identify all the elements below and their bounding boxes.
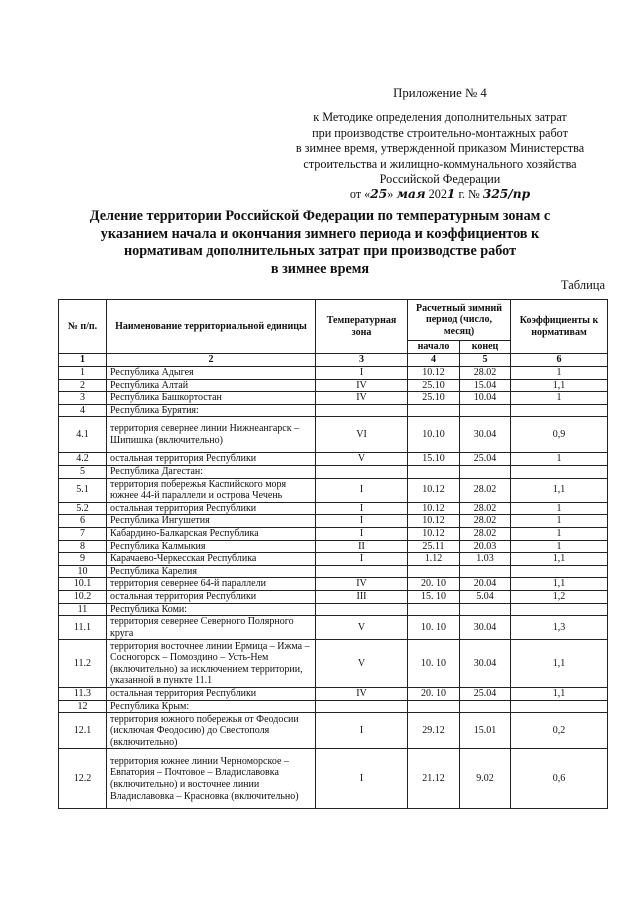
cell-start: 25.10 — [408, 392, 460, 405]
cell-start: 10.12 — [408, 478, 460, 502]
cell-name: Республика Бурятия: — [107, 404, 316, 417]
cell-start — [408, 700, 460, 713]
cell-name: Республика Алтай — [107, 379, 316, 392]
title-line: Деление территории Российской Федерации по температурным зонам с — [89, 208, 551, 224]
cell-coef — [511, 465, 608, 478]
cell-start — [408, 465, 460, 478]
header-start: начало — [408, 341, 460, 354]
cell-start: 29.12 — [408, 713, 460, 749]
zones-table — [58, 299, 608, 809]
order-date-line: от «25» мая 2021 г. № 325/пр — [349, 187, 531, 202]
cell-end — [460, 404, 511, 417]
cell-coef: 1 — [511, 515, 608, 528]
table-row — [59, 578, 608, 591]
table-row — [59, 688, 608, 701]
cell-end: 30.04 — [460, 640, 511, 688]
cell-zone: VI — [316, 417, 408, 453]
cell-name: территория южнее линии Черноморское – Евпатория – Почтовое – Владиславовка (включительно) и восточнее линии Владиславовка – Красновка (включительно) — [107, 749, 316, 809]
cell-zone: IV — [316, 578, 408, 591]
col-number: 5 — [460, 354, 511, 367]
cell-zone: V — [316, 640, 408, 688]
cell-num: 4 — [59, 404, 107, 417]
cell-num: 4.1 — [59, 417, 107, 453]
cell-zone: IV — [316, 379, 408, 392]
table-row — [59, 478, 608, 502]
cell-end — [460, 565, 511, 578]
table-row — [59, 713, 608, 749]
cell-num: 11.3 — [59, 688, 107, 701]
cell-coef: 1,1 — [511, 688, 608, 701]
table-row — [59, 527, 608, 540]
appendix-line: при производстве строительно-монтажных работ — [312, 125, 568, 140]
cell-zone: I — [316, 713, 408, 749]
handwritten-order-number: 325/пр — [482, 187, 531, 202]
cell-zone — [316, 404, 408, 417]
document-title — [40, 208, 600, 278]
cell-end: 28.02 — [460, 527, 511, 540]
cell-num: 10.2 — [59, 590, 107, 603]
cell-start: 15.10 — [408, 453, 460, 466]
cell-name: Республика Адыгея — [107, 367, 316, 380]
cell-coef — [511, 565, 608, 578]
cell-name: Республика Ингушетия — [107, 515, 316, 528]
cell-start: 10.12 — [408, 515, 460, 528]
cell-zone: I — [316, 553, 408, 566]
cell-end: 25.04 — [460, 688, 511, 701]
table-row — [59, 640, 608, 688]
cell-end: 10.04 — [460, 392, 511, 405]
cell-end: 5.04 — [460, 590, 511, 603]
cell-end: 28.02 — [460, 478, 511, 502]
handwritten-year-digit: 1 — [446, 187, 456, 202]
cell-num: 1 — [59, 367, 107, 380]
table-row — [59, 590, 608, 603]
handwritten-day: 25 — [370, 187, 388, 202]
cell-zone: I — [316, 367, 408, 380]
appendix-line: строительства и жилищно-коммунального хозяйства — [303, 156, 577, 171]
appendix-line: в зимнее время, утвержденной приказом Министерства — [295, 141, 585, 156]
cell-num: 5.1 — [59, 478, 107, 502]
cell-end: 20.03 — [460, 540, 511, 553]
table-row — [59, 565, 608, 578]
appendix-line: Приложение № 4 — [393, 86, 487, 100]
cell-end: 20.04 — [460, 578, 511, 591]
cell-end: 1.03 — [460, 553, 511, 566]
cell-zone — [316, 603, 408, 616]
cell-num: 10.1 — [59, 578, 107, 591]
cell-zone — [316, 565, 408, 578]
cell-name: территория севернее Северного Полярного круга — [107, 616, 316, 640]
cell-start — [408, 603, 460, 616]
cell-num: 11.1 — [59, 616, 107, 640]
table-row — [59, 553, 608, 566]
col-number: 1 — [59, 354, 107, 367]
header-name: Наименование территориальной единицы — [107, 300, 316, 354]
cell-zone — [316, 700, 408, 713]
cell-name: Карачаево-Черкесская Республика — [107, 553, 316, 566]
cell-end: 28.02 — [460, 502, 511, 515]
cell-zone: I — [316, 515, 408, 528]
cell-coef: 1,2 — [511, 590, 608, 603]
table-row — [59, 502, 608, 515]
cell-zone: I — [316, 749, 408, 809]
cell-end: 30.04 — [460, 616, 511, 640]
cell-zone: I — [316, 502, 408, 515]
cell-end — [460, 700, 511, 713]
title-line: указанием начала и окончания зимнего периода и коэффициентов к — [100, 225, 540, 242]
cell-name: Республика Калмыкия — [107, 540, 316, 553]
cell-start: 21.12 — [408, 749, 460, 809]
cell-zone: II — [316, 540, 408, 553]
table-row — [59, 603, 608, 616]
cell-coef: 1 — [511, 502, 608, 515]
cell-coef: 1,1 — [511, 578, 608, 591]
cell-coef: 1 — [511, 453, 608, 466]
cell-coef: 1,1 — [511, 478, 608, 502]
cell-num: 6 — [59, 515, 107, 528]
table-caption: Таблица — [560, 278, 605, 292]
title-line: в зимнее время — [270, 260, 370, 277]
cell-name: территория севернее линии Нижнеангарск – Шипишка (включительно) — [107, 417, 316, 453]
cell-start: 10.12 — [408, 527, 460, 540]
col-number: 6 — [511, 354, 608, 367]
cell-num: 11 — [59, 603, 107, 616]
table-row — [59, 540, 608, 553]
cell-start — [408, 404, 460, 417]
cell-end — [460, 603, 511, 616]
cell-name: Республика Башкортостан — [107, 392, 316, 405]
table-row — [59, 515, 608, 528]
cell-end — [460, 465, 511, 478]
cell-name: остальная территория Республики — [107, 590, 316, 603]
appendix-line: к Методике определения дополнительных затрат — [313, 110, 567, 125]
cell-num: 10 — [59, 565, 107, 578]
cell-name: Республика Карелия — [107, 565, 316, 578]
cell-coef: 0,9 — [511, 417, 608, 453]
table-row — [59, 392, 608, 405]
cell-coef: 1 — [511, 392, 608, 405]
cell-zone: I — [316, 527, 408, 540]
cell-name: территория южного побережья от Феодосии (исключая Феодосию) до Свестополя (включительно) — [107, 713, 316, 749]
table-row — [59, 417, 608, 453]
cell-start: 25.10 — [408, 379, 460, 392]
header-zone: Температурная зона — [316, 300, 408, 354]
cell-zone: V — [316, 453, 408, 466]
cell-end: 15.04 — [460, 379, 511, 392]
cell-num: 5 — [59, 465, 107, 478]
table-row — [59, 367, 608, 380]
cell-start: 10.12 — [408, 367, 460, 380]
cell-coef: 1 — [511, 527, 608, 540]
cell-coef: 0,2 — [511, 713, 608, 749]
cell-num: 7 — [59, 527, 107, 540]
cell-name: Республика Крым: — [107, 700, 316, 713]
cell-coef — [511, 700, 608, 713]
col-number: 3 — [316, 354, 408, 367]
col-number: 4 — [408, 354, 460, 367]
cell-zone: V — [316, 616, 408, 640]
cell-name: Республика Коми: — [107, 603, 316, 616]
table-row — [59, 616, 608, 640]
cell-num: 9 — [59, 553, 107, 566]
table-body — [59, 367, 608, 809]
header-period: Расчетный зимний период (число, месяц) — [408, 300, 511, 341]
cell-zone: III — [316, 590, 408, 603]
col-number: 2 — [107, 354, 316, 367]
cell-num: 12 — [59, 700, 107, 713]
table-row — [59, 700, 608, 713]
header-end: конец — [460, 341, 511, 354]
cell-end: 28.02 — [460, 515, 511, 528]
table-row — [59, 453, 608, 466]
cell-end: 9.02 — [460, 749, 511, 809]
handwritten-month: мая — [396, 187, 426, 202]
title-line: нормативам дополнительных затрат при производстве работ — [123, 243, 517, 259]
cell-coef: 1,1 — [511, 640, 608, 688]
cell-coef: 1,1 — [511, 553, 608, 566]
cell-name: остальная территория Республики — [107, 502, 316, 515]
cell-coef — [511, 404, 608, 417]
cell-name: остальная территория Республики — [107, 688, 316, 701]
cell-zone: I — [316, 478, 408, 502]
cell-num: 12.1 — [59, 713, 107, 749]
cell-start: 10.10 — [408, 417, 460, 453]
header-coef: Коэффициенты к нормативам — [511, 300, 608, 354]
cell-coef: 1,1 — [511, 379, 608, 392]
cell-start: 15. 10 — [408, 590, 460, 603]
table-row — [59, 749, 608, 809]
table-row — [59, 465, 608, 478]
appendix-block — [270, 86, 610, 203]
cell-end: 15.01 — [460, 713, 511, 749]
cell-coef: 1 — [511, 367, 608, 380]
cell-start: 10. 10 — [408, 640, 460, 688]
cell-start — [408, 565, 460, 578]
cell-num: 5.2 — [59, 502, 107, 515]
header-num: № п/п. — [59, 300, 107, 354]
cell-num: 8 — [59, 540, 107, 553]
table-row — [59, 379, 608, 392]
cell-zone: IV — [316, 392, 408, 405]
cell-zone: IV — [316, 688, 408, 701]
cell-coef: 0,6 — [511, 749, 608, 809]
cell-coef: 1,3 — [511, 616, 608, 640]
cell-start: 20. 10 — [408, 578, 460, 591]
cell-end: 30.04 — [460, 417, 511, 453]
cell-coef: 1 — [511, 540, 608, 553]
cell-name: Кабардино-Балкарская Республика — [107, 527, 316, 540]
cell-end: 25.04 — [460, 453, 511, 466]
cell-start: 20. 10 — [408, 688, 460, 701]
cell-start: 25.11 — [408, 540, 460, 553]
cell-start: 1.12 — [408, 553, 460, 566]
cell-start: 10.12 — [408, 502, 460, 515]
appendix-line: Российской Федерации — [379, 172, 501, 187]
table-row — [59, 404, 608, 417]
cell-start: 10. 10 — [408, 616, 460, 640]
cell-end: 28.02 — [460, 367, 511, 380]
cell-num: 2 — [59, 379, 107, 392]
cell-name: территория восточнее линии Ермица – Ижма – Сосногорск – Помоздино – Усть-Нем (включительно) за исключением территории, указанной в пункте 11.1 — [107, 640, 316, 688]
cell-name: остальная территория Республики — [107, 453, 316, 466]
cell-zone — [316, 465, 408, 478]
cell-coef — [511, 603, 608, 616]
cell-num: 11.2 — [59, 640, 107, 688]
cell-num: 4.2 — [59, 453, 107, 466]
cell-num: 3 — [59, 392, 107, 405]
cell-name: Республика Дагестан: — [107, 465, 316, 478]
cell-num: 12.2 — [59, 749, 107, 809]
cell-name: территория побережья Каспийского моря южнее 44-й параллели и острова Чечень — [107, 478, 316, 502]
cell-name: территория севернее 64-й параллели — [107, 578, 316, 591]
